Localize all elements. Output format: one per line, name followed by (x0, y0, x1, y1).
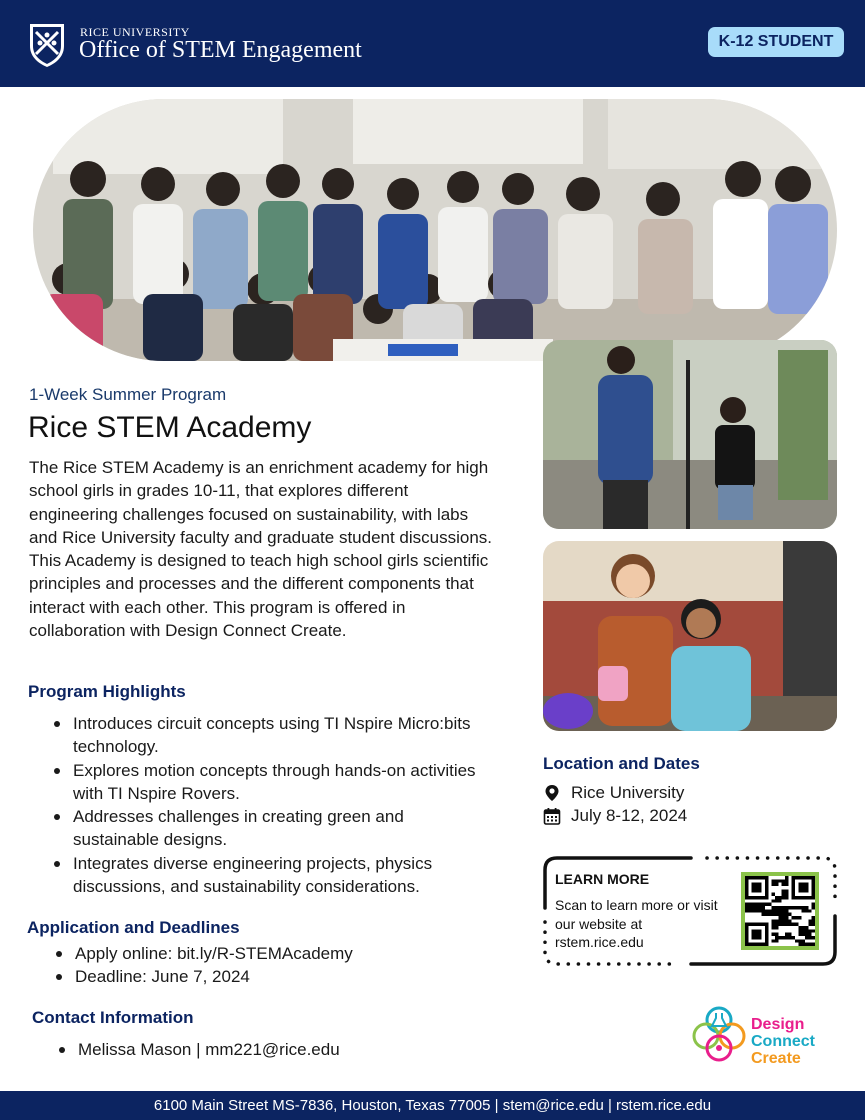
list-item: Integrates diverse engineering projects, physics discussions, and sustainability considerations. (51, 852, 481, 899)
location-place: Rice University (571, 783, 685, 802)
dcc-word-connect: Connect (751, 1033, 815, 1050)
office-name: Office of STEM Engagement (79, 37, 362, 63)
list-item: Explores motion concepts through hands-on activities with TI Nspire Rovers. (51, 759, 481, 806)
location-heading: Location and Dates (543, 754, 700, 773)
footer-text[interactable]: 6100 Main Street MS-7836, Houston, Texas 77005 | stem@rice.edu | rstem.rice.edu (153, 1097, 712, 1114)
calendar-icon (543, 807, 561, 825)
map-pin-icon (543, 784, 561, 802)
contact-item[interactable]: Melissa Mason | mm221@rice.edu (56, 1038, 476, 1061)
contact-list (56, 1038, 476, 1061)
highlights-list (51, 712, 481, 898)
lab-photo-1 (543, 340, 837, 529)
design-connect-create-logo (690, 1004, 830, 1066)
university-name: RICE UNIVERSITY (80, 25, 190, 39)
group-photo (33, 99, 837, 361)
lab-photo-2 (543, 541, 837, 731)
list-item: Addresses challenges in creating green and sustainable designs. (51, 805, 481, 852)
program-description: The Rice STEM Academy is an enrichment academy for high school girls in grades 10-11, that explores different engineering challenges focused on sustainability, with labs and Rice University faculty and graduate student discussions. This Academy is designed to teach high school girls scientific principles and processes and the different components that interact with each other. This program is offered in collaboration with Design Connect Create. (29, 458, 493, 641)
location-place-row (543, 783, 684, 803)
dcc-word-design: Design (751, 1016, 805, 1033)
contact-heading: Contact Information (32, 1008, 194, 1027)
learn-more-title: LEARN MORE (555, 871, 650, 887)
header-bar (0, 0, 865, 87)
learn-more-text[interactable]: Scan to learn more or visit our website at rstem.rice.edu (555, 897, 718, 950)
audience-badge: K-12 STUDENT (708, 27, 844, 57)
dcc-word-create: Create (751, 1050, 801, 1067)
learn-more-box (543, 856, 837, 966)
footer-bar (0, 1091, 865, 1120)
list-item: Introduces circuit concepts using TI Nspire Micro:bits technology. (51, 712, 481, 759)
qr-code[interactable] (741, 872, 819, 950)
highlights-heading: Program Highlights (28, 682, 186, 701)
application-heading: Application and Deadlines (27, 918, 240, 937)
application-list (53, 942, 473, 989)
qr-code-icon (745, 876, 815, 946)
deadline-item: Deadline: June 7, 2024 (53, 965, 473, 988)
rice-shield-logo (28, 22, 66, 68)
apply-online-item[interactable]: Apply online: bit.ly/R-STEMAcademy (53, 942, 473, 965)
program-subtitle: 1-Week Summer Program (29, 385, 227, 404)
location-dates: July 8-12, 2024 (571, 806, 688, 825)
program-title: Rice STEM Academy (28, 411, 312, 444)
location-dates-row (543, 806, 687, 826)
dcc-flower-icon (690, 1004, 748, 1062)
